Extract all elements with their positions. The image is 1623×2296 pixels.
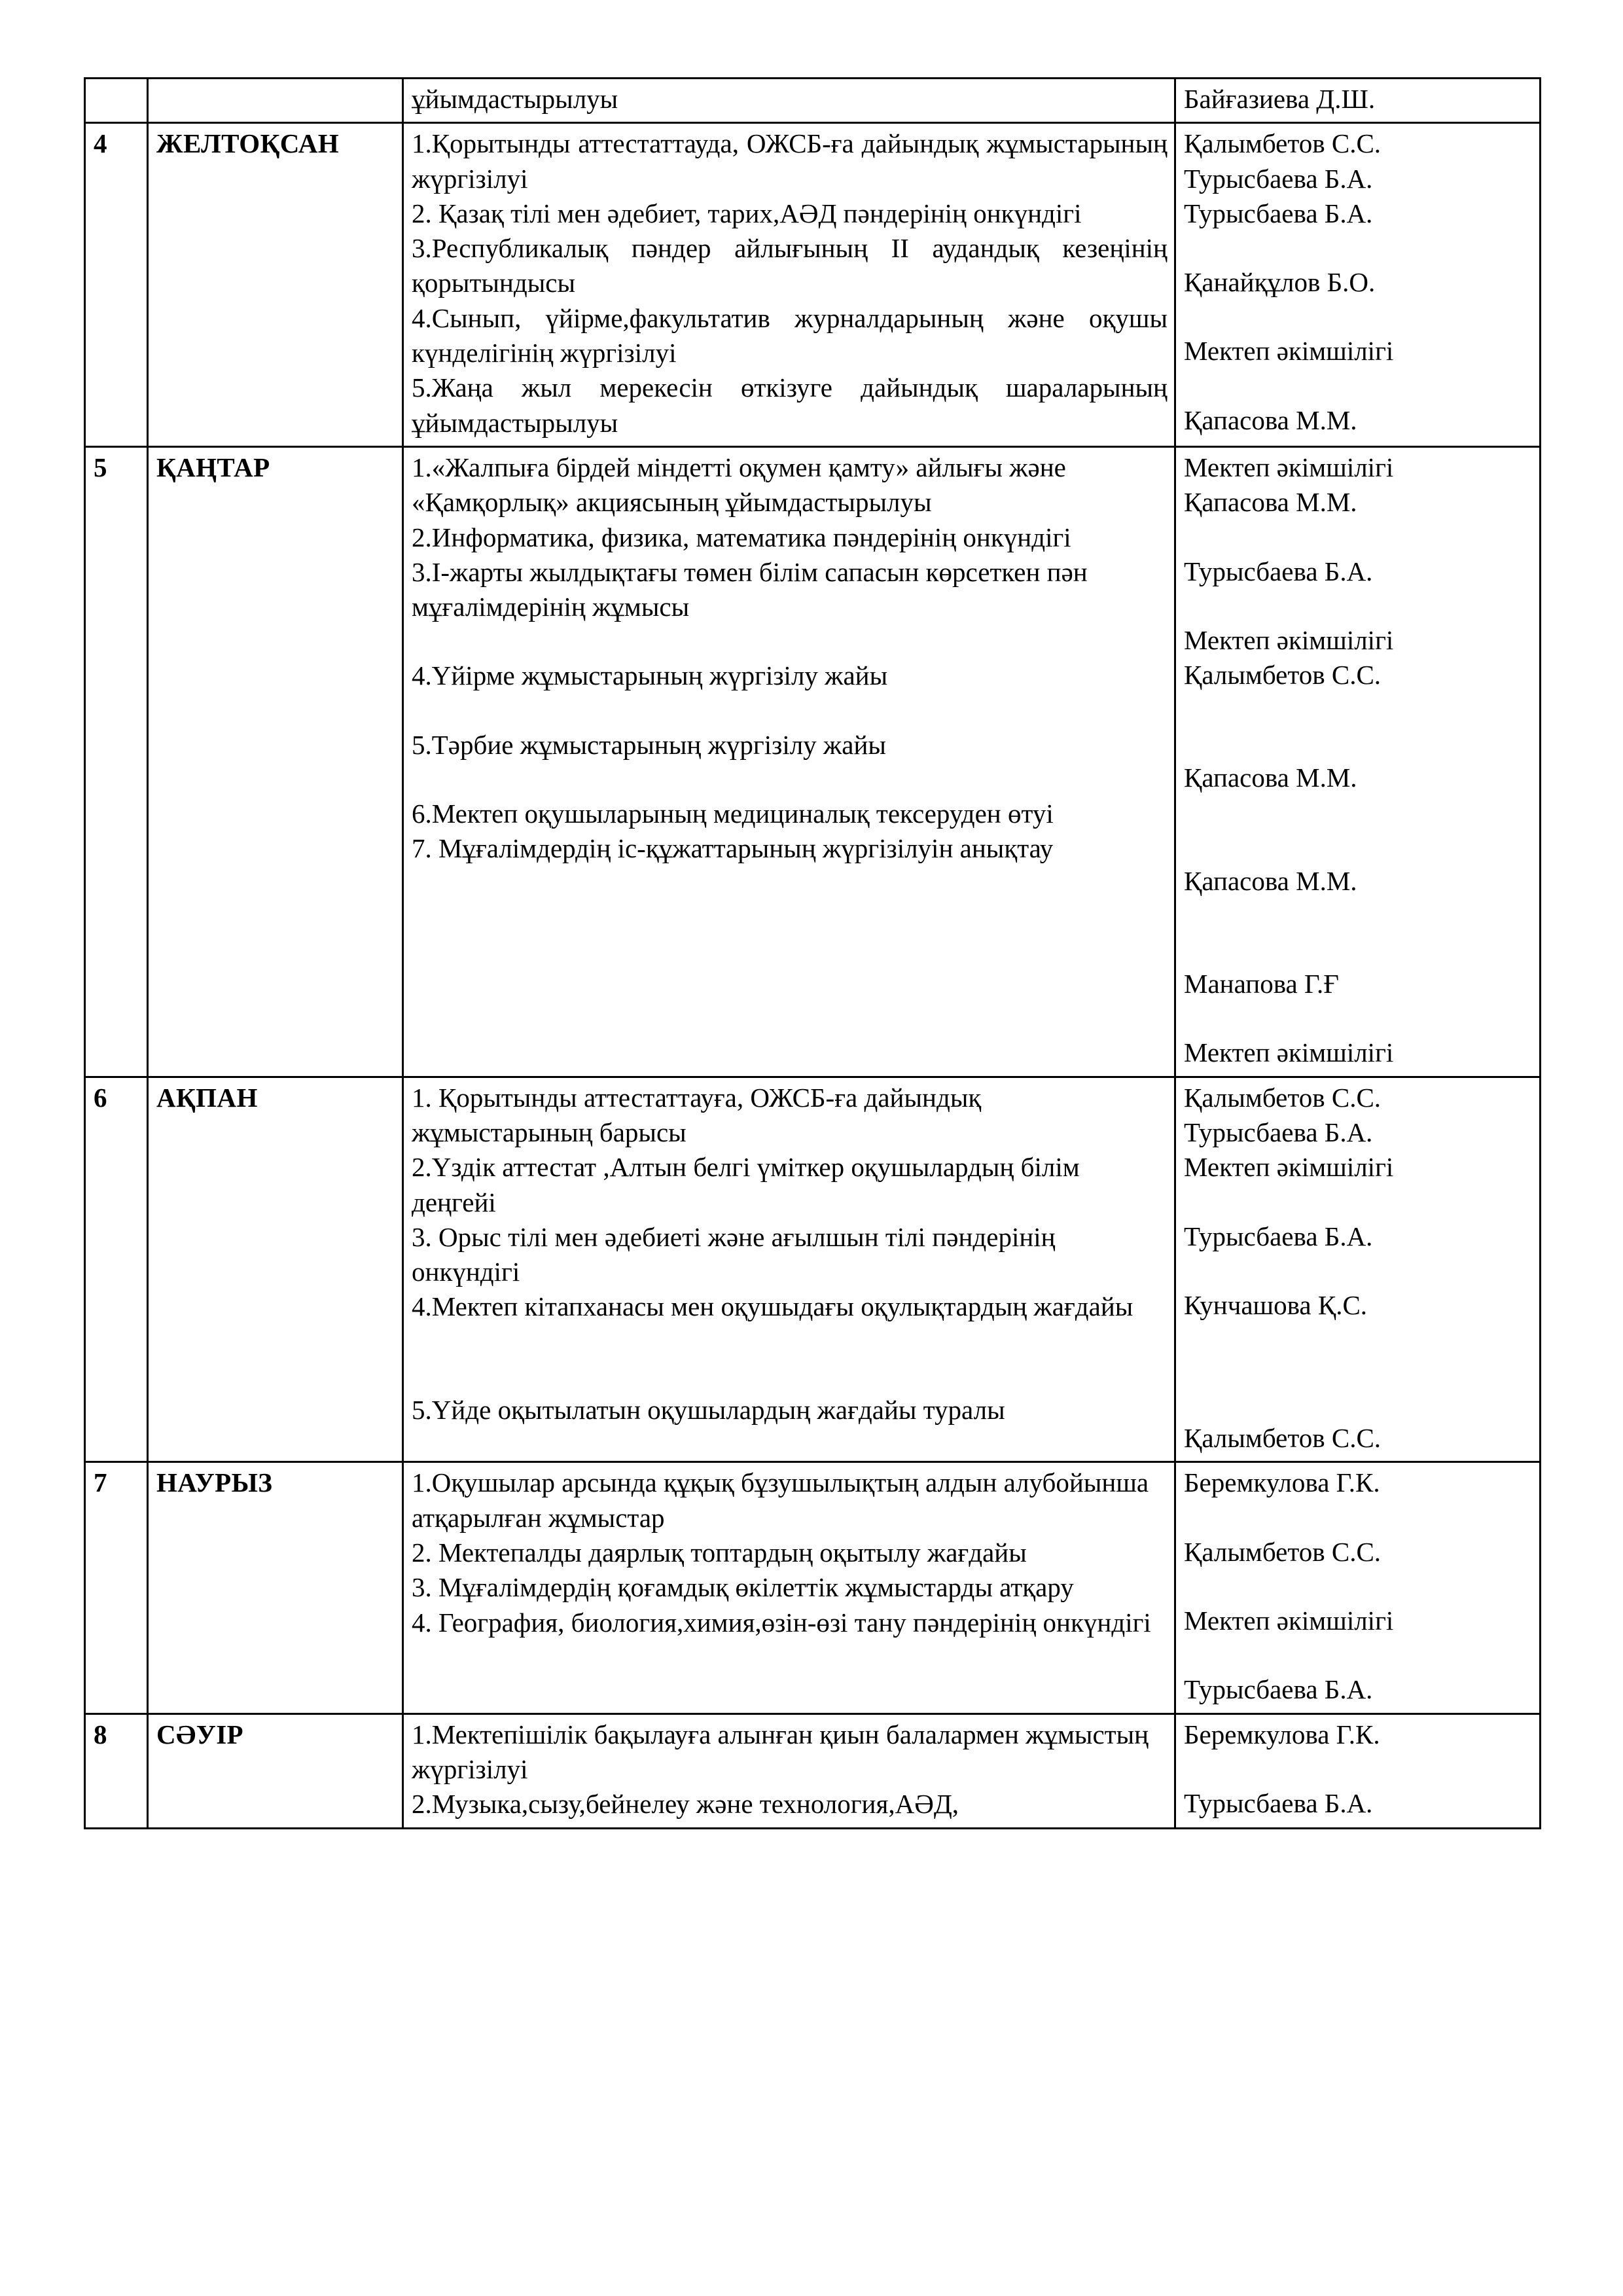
responsible-name: Мектеп әкімшілігі [1184,336,1394,367]
content-item: 1.Мектепішілік бақылауға алынған қиын балалармен жұмыстың жүргізілуі [412,1719,1149,1784]
content-item: 4. География, биология,химия,өзін-өзі тану пәндерінің онкүндігі [412,1607,1151,1638]
responsible-name: Турысбаева Б.А. [1184,163,1373,194]
responsible-name: Қапасова М.М. [1184,487,1357,518]
row-number-cell: 7 [85,1462,148,1713]
responsible-name: Қалымбетов С.С. [1184,1423,1382,1454]
responsible-name: Мектеп әкімшілігі [1184,452,1394,482]
responsible-name: Мектеп әкімшілігі [1184,1152,1394,1183]
content-item: 4.Мектеп кітапханасы мен оқушыдағы оқулықтардың жағдайы [412,1291,1133,1322]
table-row [85,123,1541,447]
content-item: 3. Орыс тілі мен әдебиеті және ағылшын тілі пәндерінің онкүндігі [412,1221,1056,1287]
responsible-name: Турысбаева Б.А. [1184,556,1373,586]
content-item: 6.Мектеп оқушыларының медициналық тексеруден өтуі [412,798,1054,829]
content-item: 3.I-жарты жылдықтағы төмен білім сапасын көрсеткен пән мұғалімдерінің жұмысы [412,556,1088,622]
spacer [1184,1001,1533,1035]
content-item: 3. Мұғалімдердің қоғамдық өкілеттік жұмыстарды атқару [412,1572,1074,1603]
responsible-name: Қалымбетов С.С. [1184,660,1382,691]
responsible-name: Манапова Г.Ғ [1184,969,1339,999]
row-responsible-cell [1175,1077,1541,1462]
row-responsible-cell [1175,446,1541,1077]
responsible-name: Турысбаева Б.А. [1184,1674,1373,1705]
responsible-name: Беремкулова Г.К. [1184,1719,1380,1749]
responsible-name: Турысбаева Б.А. [1184,1787,1373,1818]
spacer [1184,1501,1533,1535]
row-number-cell: 4 [85,123,148,447]
content-item: 1.Қорытынды аттестаттауда, ОЖСБ-ға дайындық жұмыстарының жүргізілуі [412,128,1168,194]
row-number-cell: 5 [85,446,148,1077]
row-number-cell: 8 [85,1713,148,1828]
spacer [1184,899,1533,967]
spacer [1184,1752,1533,1786]
responsible-name: Мектеп әкімшілігі [1184,1605,1394,1636]
table-row [85,1077,1541,1462]
row-number-cell: 6 [85,1077,148,1462]
row-month-cell: СӘУІР [148,1713,403,1828]
row-month-cell: ЖЕЛТОҚСАН [148,123,403,447]
table-row [85,1713,1541,1828]
spacer [1184,1323,1533,1421]
spacer [1184,796,1533,864]
responsible-name: Қапасова М.М. [1184,404,1357,435]
responsible-name: Турысбаева Б.А. [1184,1117,1373,1147]
responsible-name: Қанайқұлов Б.О. [1184,267,1376,298]
content-item: 4.Үйірме жұмыстарының жүргізілу жайы [412,660,888,691]
spacer [1184,1185,1533,1219]
row-content-cell [403,1713,1175,1828]
content-item: 2. Мектепалды даярлық топтардың оқытылу жағдайы [412,1537,1027,1568]
row-responsible-cell [1175,123,1541,447]
responsible-name: Кунчашова Қ.С. [1184,1289,1368,1320]
row-month-cell: АҚПАН [148,1077,403,1462]
annual-plan-table [84,77,1541,1829]
content-item: 2.Үздік аттестат ,Алтын белгі үміткер оқушылардың білім деңгейі [412,1152,1080,1217]
content-item: 5.Жаңа жыл мерекесін өткізуге дайындық шараларының ұйымдастырылуы [412,372,1168,438]
row-number-cell [85,79,148,123]
content-item: 2. Қазақ тілі мен әдебиет, тарих,АӘД пәндерінің онкүндігі [412,198,1082,228]
table-row [85,1462,1541,1713]
row-content-cell [403,1462,1175,1713]
row-content-cell [403,123,1175,447]
spacer [1184,589,1533,623]
responsible-name: Беремкулова Г.К. [1184,1467,1380,1498]
spacer [412,762,1168,797]
table-row [85,446,1541,1077]
responsible-name: Турысбаева Б.А. [1184,198,1373,228]
content-item: 3.Республикалық пәндер айлығының II аудандық кезеңінің қорытындысы [412,233,1168,298]
row-responsible-cell [1175,1713,1541,1828]
content-item: 1. Қорытынды аттестаттауға, ОЖСБ-ға дайындық жұмыстарының барысы [412,1082,982,1147]
spacer [412,624,1168,658]
row-content-cell [403,79,1175,123]
spacer [1184,1638,1533,1672]
responsible-name: Қалымбетов С.С. [1184,1536,1382,1567]
content-item: 5.Үйде оқытылатын оқушылардың жағдайы туралы [412,1394,1005,1425]
row-content-cell [403,1077,1175,1462]
spacer [1184,1570,1533,1604]
content-item: 1.«Жалпыға бірдей міндетті оқумен қамту» айлығы және «Қамқорлық» акциясының ұйымдастырылуы [412,452,1066,518]
spacer [412,1325,1168,1393]
row-responsible-cell [1175,79,1541,123]
row-month-cell: НАУРЫЗ [148,1462,403,1713]
content-item: 4.Сынып, үйірме,факультатив журналдарының және оқушы күнделігінің жүргізілуі [412,302,1168,368]
spacer [412,694,1168,728]
spacer [1184,369,1533,403]
row-month-cell: ҚАҢТАР [148,446,403,1077]
responsible-name: Қалымбетов С.С. [1184,1082,1382,1113]
row-responsible-cell [1175,1462,1541,1713]
responsible-name: Мектеп әкімшілігі [1184,624,1394,655]
spacer [1184,520,1533,554]
spacer [1184,1254,1533,1288]
row-month-cell [148,79,403,123]
content-item: 1.Оқушылар арсында құқық бұзушылықтың алдын алубойынша атқарылған жұмыстар [412,1467,1149,1533]
table-row-continuation [85,79,1541,123]
content-line: ұйымдастырылуы [412,84,618,114]
responsible-name: Турысбаева Б.А. [1184,1221,1373,1251]
responsible-name: Байғазиева Д.Ш. [1184,84,1376,114]
row-content-cell [403,446,1175,1077]
content-item: 2.Музыка,сызу,бейнелеу және технология,АӘД, [412,1789,959,1820]
responsible-name: Қапасова М.М. [1184,865,1357,896]
responsible-name: Қалымбетов С.С. [1184,128,1382,159]
spacer [1184,231,1533,265]
responsible-name: Қапасова М.М. [1184,762,1357,793]
content-item: 2.Информатика, физика, математика пәндерінің онкүндігі [412,522,1071,552]
responsible-name: Мектеп әкімшілігі [1184,1037,1394,1068]
spacer [1184,300,1533,334]
content-item: 7. Мұғалімдердің іс-құжаттарының жүргізілуін анықтау [412,833,1054,864]
content-item: 5.Тәрбие жұмыстарының жүргізілу жайы [412,729,886,760]
spacer [1184,692,1533,761]
